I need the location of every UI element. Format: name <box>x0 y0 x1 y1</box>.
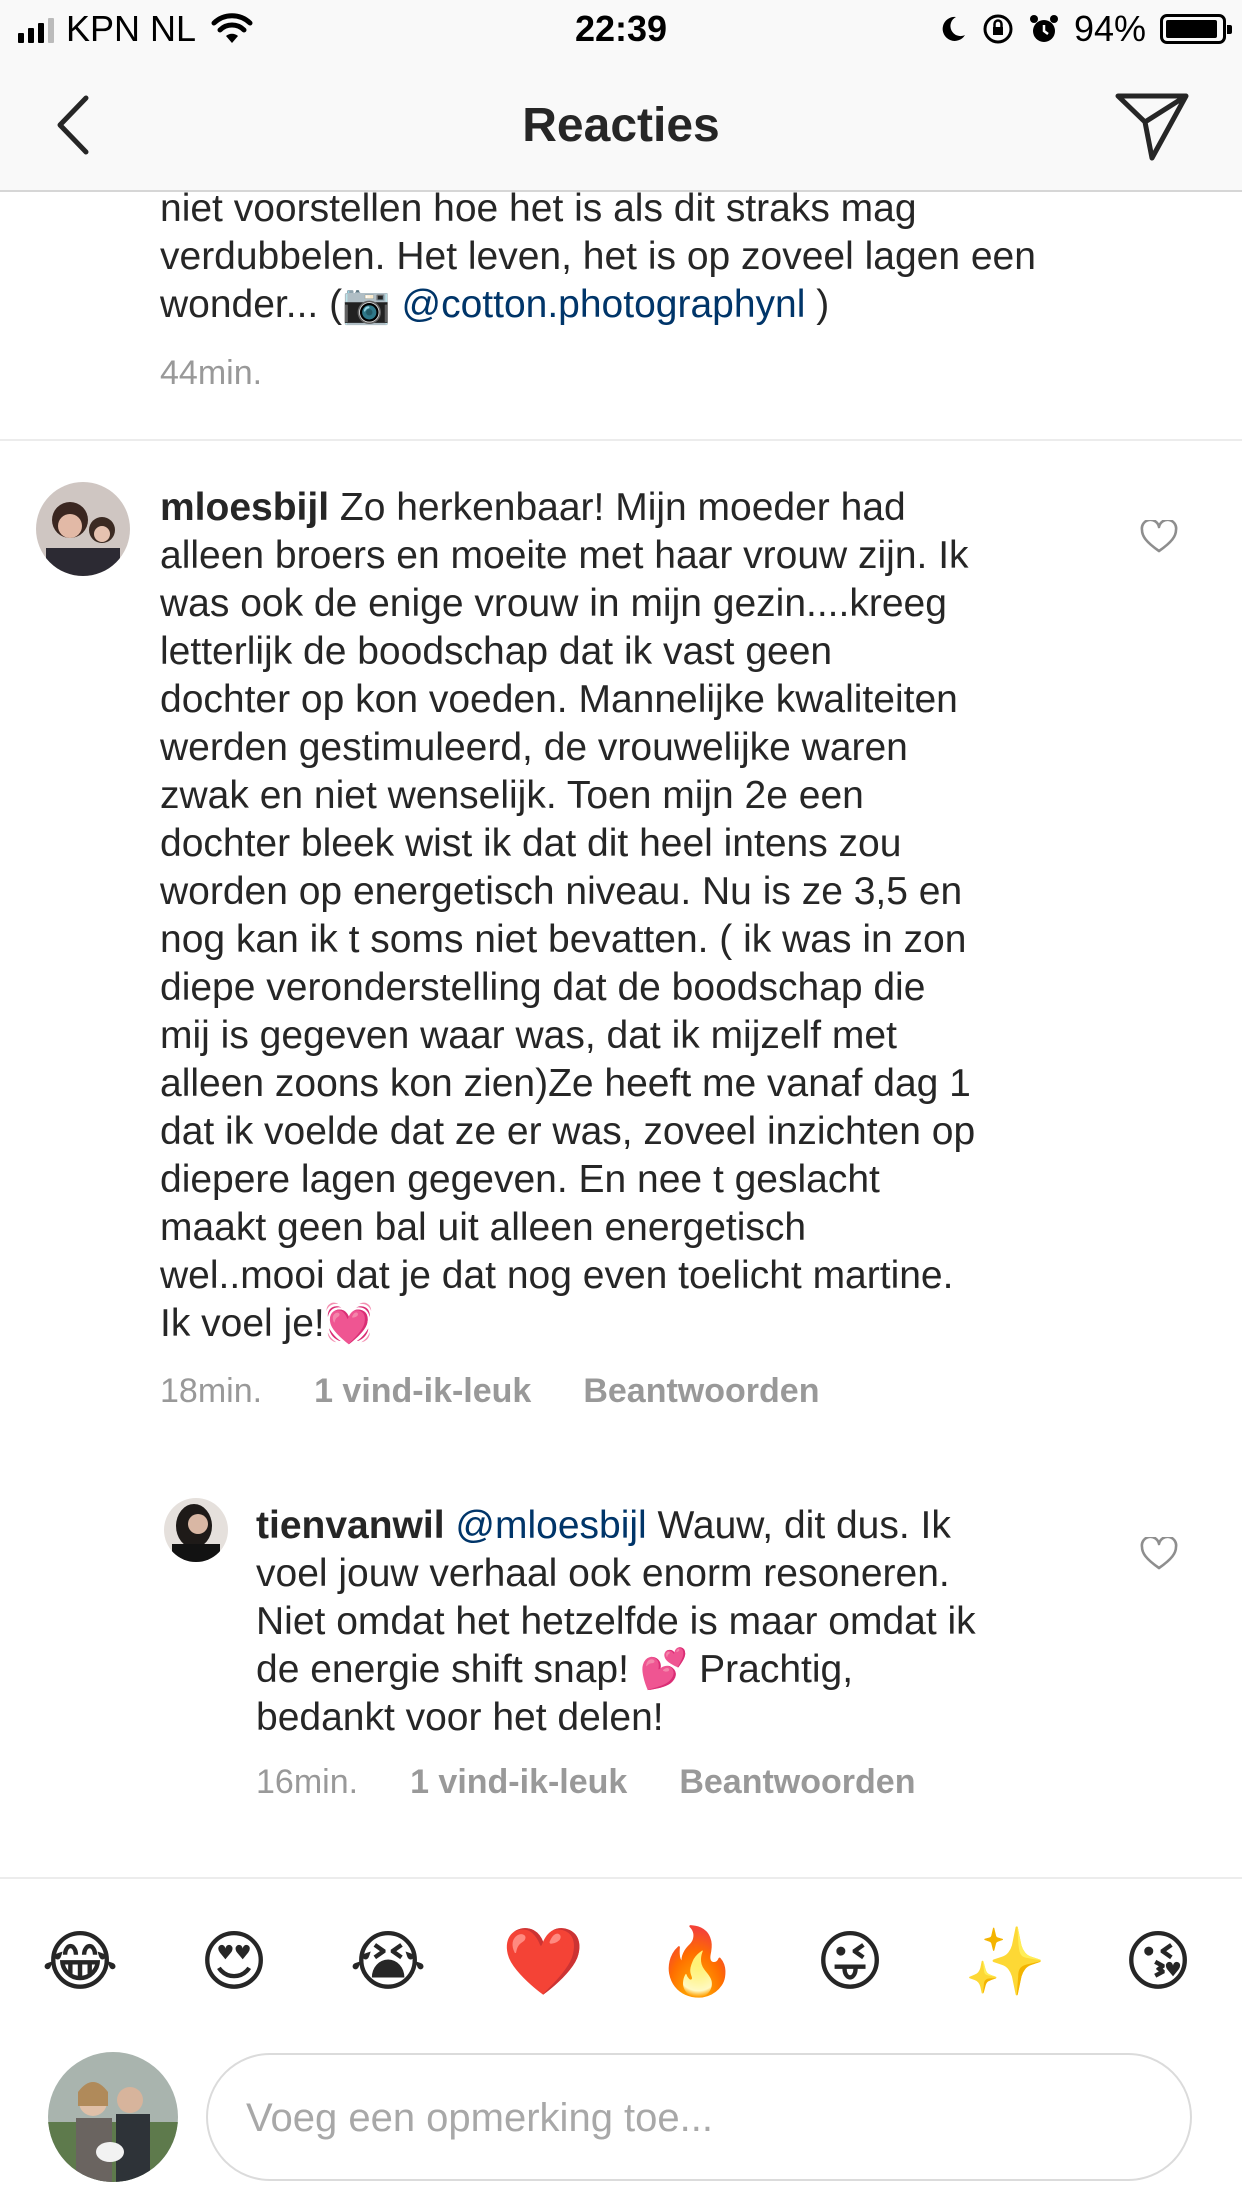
mention-link[interactable]: @cotton.photographynl <box>401 283 806 326</box>
emoji-button[interactable]: ✨ <box>964 1924 1047 1998</box>
caption-text <box>160 185 1160 329</box>
comment-line: diepere lagen gegeven. En nee t geslacht <box>160 1158 880 1201</box>
paper-plane-icon[interactable] <box>1112 88 1192 162</box>
quick-emoji-bar <box>0 1877 1242 2047</box>
comment-line: was ook de enige vrouw in mijn gezin....kreeg <box>160 582 947 625</box>
caption-timestamp: 44min. <box>160 354 263 392</box>
comment-line: bedankt voor het delen! <box>256 1696 664 1739</box>
camera-emoji: 📷 <box>342 283 391 326</box>
comment-line <box>160 1300 1120 1348</box>
comment-line <box>256 1646 1156 1694</box>
comment-line: letterlijk de boodschap dat ik vast geen <box>160 630 833 673</box>
comment-line: nog kan ik t soms niet bevatten. ( ik was in zon <box>160 918 967 961</box>
current-user-avatar <box>48 2052 178 2182</box>
comment-line: diepe veronderstelling dat de boodschap die <box>160 966 926 1009</box>
emoji-button[interactable]: 😜 <box>815 1924 885 1998</box>
comment-line: dochter bleek wist ik dat dit heel intens zou <box>160 822 902 865</box>
reply-button[interactable]: Beantwoorden <box>679 1763 916 1801</box>
comment-line: voel jouw verhaal ook enorm resoneren. <box>256 1552 950 1595</box>
caption-close: ) <box>805 283 830 326</box>
username-link[interactable]: mloesbijl <box>160 486 330 529</box>
avatar[interactable] <box>36 482 130 576</box>
caption-line: niet voorstellen hoe het is als dit straks mag <box>160 187 917 230</box>
comment-line: dochter op kon voeden. Mannelijke kwaliteiten <box>160 678 958 721</box>
status-indicators <box>938 8 1226 50</box>
emoji-button[interactable]: 😘 <box>1123 1924 1193 1998</box>
emoji-button[interactable]: 😂 <box>41 1924 119 1998</box>
comment-input[interactable] <box>244 2055 1148 2181</box>
orientation-lock-icon <box>982 13 1014 45</box>
avatar[interactable] <box>164 1498 228 1562</box>
status-bar <box>0 0 1242 60</box>
caption-line-text: wonder... ( <box>160 283 343 326</box>
heart-emoji: 💓 <box>324 1302 374 1345</box>
comment-body <box>160 484 1120 1348</box>
comment-line: Niet omdat het hetzelfde is maar omdat ik <box>256 1600 976 1643</box>
comment-line: wel..mooi dat je dat nog even toelicht martine. <box>160 1254 954 1297</box>
comment-timestamp: 18min. <box>160 1372 263 1410</box>
comment-meta <box>160 1372 819 1411</box>
comment-timestamp: 16min. <box>256 1763 359 1801</box>
likes-count-link[interactable]: 1 vind-ik-leuk <box>314 1372 532 1410</box>
mention-link[interactable]: @mloesbijl <box>455 1504 647 1547</box>
two-hearts-emoji: 💕 <box>639 1648 689 1691</box>
comment-line: werden gestimuleerd, de vrouwelijke waren <box>160 726 908 769</box>
avatar-photo <box>48 2052 178 2182</box>
comment-line: maakt geen bal uit alleen energetisch <box>160 1206 807 1249</box>
battery-icon <box>1160 14 1226 44</box>
avatar-photo <box>164 1498 228 1562</box>
emoji-button[interactable]: ❤️ <box>502 1924 585 1998</box>
carrier-name: KPN NL <box>66 8 197 49</box>
comment-line: mij is gegeven waar was, dat ik mijzelf met <box>160 1014 897 1057</box>
comment-input-container <box>206 2053 1192 2181</box>
caption-line: verdubbelen. Het leven, het is op zoveel lagen een <box>160 235 1036 278</box>
comment-line <box>256 1502 1156 1550</box>
emoji-button[interactable]: 😍 <box>199 1924 269 1998</box>
emoji-button[interactable]: 🔥 <box>656 1924 739 1998</box>
likes-count-link[interactable]: 1 vind-ik-leuk <box>410 1763 628 1801</box>
do-not-disturb-moon-icon <box>938 14 968 44</box>
like-heart-icon[interactable] <box>1140 1537 1178 1571</box>
reply-button[interactable]: Beantwoorden <box>583 1372 820 1410</box>
comment-meta <box>256 1763 915 1802</box>
like-heart-icon[interactable] <box>1140 520 1178 554</box>
page-title: Reacties <box>522 99 720 152</box>
comment-line: zwak en niet wenselijk. Toen mijn 2e een <box>160 774 864 817</box>
battery-percentage: 94% <box>1073 8 1146 49</box>
comment-line-text: de energie shift snap! <box>256 1648 629 1691</box>
comment-line <box>160 484 1120 532</box>
divider <box>0 439 1242 441</box>
comment-line: alleen zoons kon zien)Ze heeft me vanaf dag 1 <box>160 1062 971 1105</box>
alarm-clock-icon <box>1028 13 1060 45</box>
navigation-bar <box>0 60 1242 192</box>
username-link[interactable]: tienvanwil <box>256 1504 445 1547</box>
battery-level-fill <box>1166 20 1217 38</box>
caption-line <box>160 281 1160 329</box>
comment-line: dat ik voelde dat ze er was, zoveel inzichten op <box>160 1110 976 1153</box>
emoji-button[interactable]: 😭 <box>349 1924 427 1998</box>
comment-line-text: Wauw, dit dus. Ik <box>646 1504 951 1547</box>
comment-line: worden op energetisch niveau. Nu is ze 3,5 en <box>160 870 963 913</box>
avatar-photo <box>36 482 130 576</box>
comment-line: alleen broers en moeite met haar vrouw zijn. Ik <box>160 534 969 577</box>
clock: 22:39 <box>574 8 668 49</box>
comment-line-text: Ik voel je! <box>160 1302 325 1345</box>
comment-line-text: Prachtig, <box>688 1648 854 1691</box>
comment-line-text: Zo herkenbaar! Mijn moeder had <box>339 486 906 529</box>
comment-body <box>256 1502 1156 1742</box>
